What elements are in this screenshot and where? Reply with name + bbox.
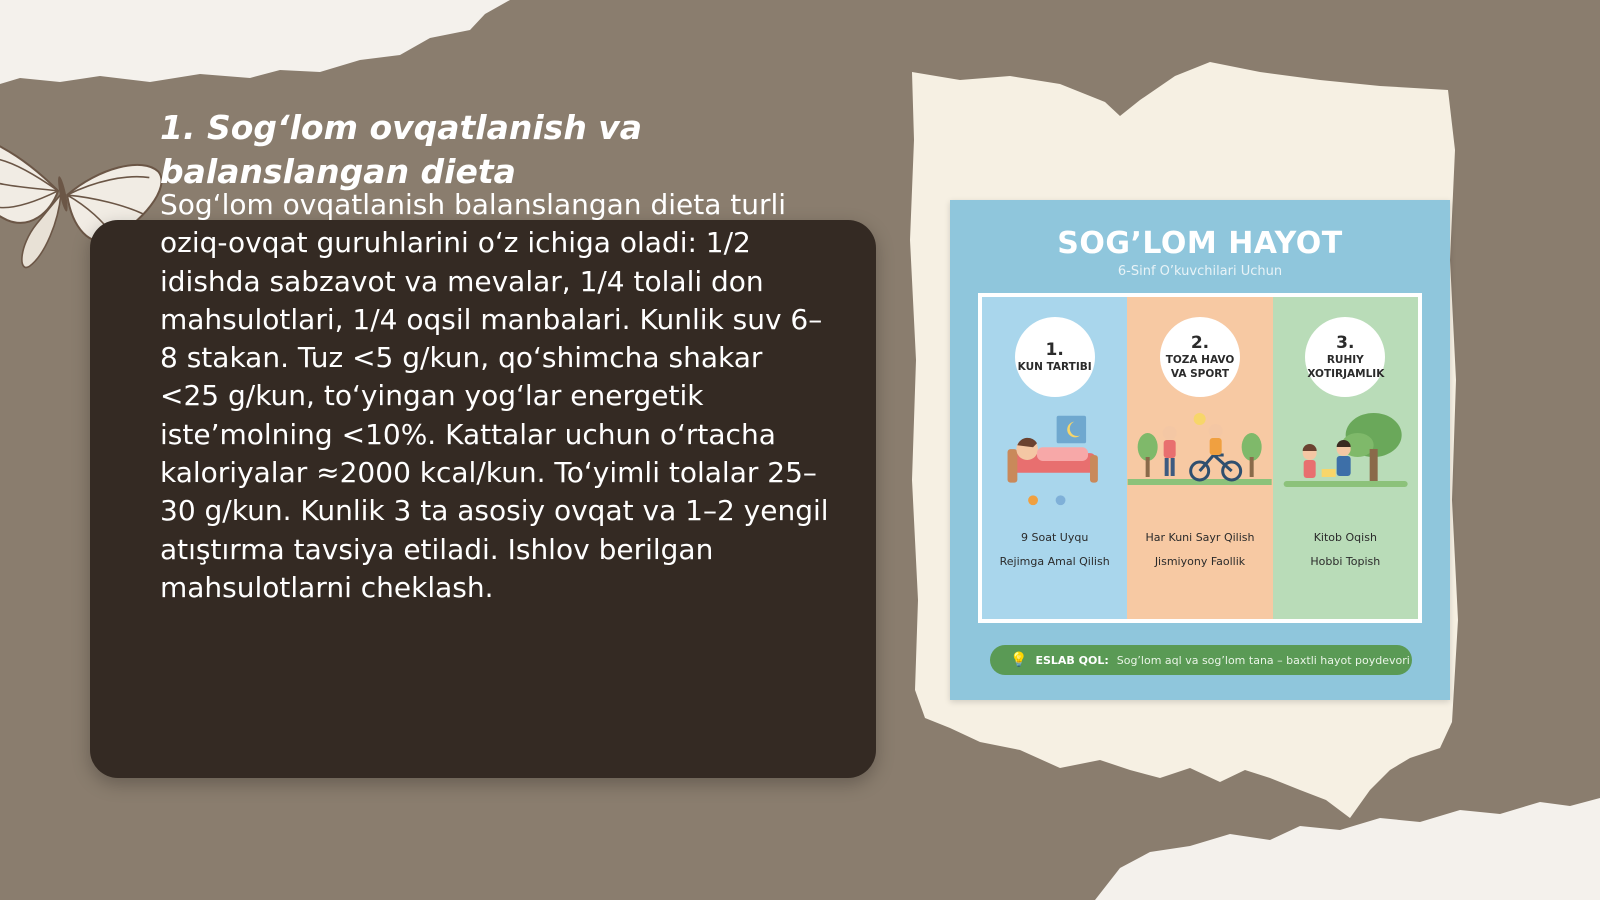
slide-body-text: Sog‘lom ovqatlanish balanslangan dieta turli oziq-ovqat guruhlarini o‘z ichiga oladi: 1/2 idishda sabzavot va mevalar, 1/4 tolali don mahsulotlari, 1/4 oqsil manbalari. Kunlik suv 6–8 stakan. Tuz <5 g/kun, qo‘shimcha shakar <25 g/kun, to‘yingan yog‘lar energetik iste’molning <10%. Kattalar uchun o‘rtacha kaloriyalar ≈2000 kcal/kun. To‘yimli tolalar 25–30 g/kun. Kunlik 3 ta asosiy ovqat va 1–2 yengil atıştırma tavsiya etiladi. Ishlov berilgan mahsulotlarni cheklash. <box>160 188 829 604</box>
remember-tip <box>990 645 1412 675</box>
slide-heading: 1. Sog‘lom ovqatlanish va balanslangan dieta <box>160 108 643 191</box>
poster-title: SOG’LOM HAYOT <box>1057 226 1343 261</box>
tip-label: ESLAB QOL: <box>1035 653 1109 667</box>
column-title: KUN TARTIBI <box>1017 361 1092 373</box>
column-caption: Hobbi Topish <box>1310 555 1381 568</box>
poster-column-3 <box>1273 297 1418 619</box>
torn-paper-top-left <box>0 0 510 84</box>
column-number: 3. <box>1336 333 1355 353</box>
column-caption: 9 Soat Uyqu <box>1021 531 1089 544</box>
column-title: TOZA HAVO VA SPORT <box>1165 354 1235 380</box>
sleeping-child-illustration <box>982 409 1127 509</box>
column-caption: Kitob Oqish <box>1313 531 1377 544</box>
column-number: 1. <box>1045 340 1064 360</box>
bicycle-icon <box>1191 455 1241 480</box>
column-badge <box>1305 317 1385 397</box>
column-badge <box>1015 317 1095 397</box>
poster-column-1 <box>982 297 1127 619</box>
column-number: 2. <box>1190 333 1210 353</box>
column-caption: Rejimga Amal Qilish <box>999 555 1110 568</box>
column-caption: Jismiyony Faollik <box>1154 555 1246 568</box>
poster-columns <box>978 293 1422 623</box>
lightbulb-icon: 💡 <box>1010 652 1028 668</box>
poster-subtitle: 6-Sinf O’kuvchilari Uchun <box>1117 264 1283 279</box>
poster-column-2 <box>1127 297 1272 619</box>
column-caption: Har Kuni Sayr Qilish <box>1145 531 1255 544</box>
column-title: RUHIY XOTIRJAMLIK <box>1307 354 1385 380</box>
reading-children-illustration <box>1273 409 1418 509</box>
column-badge <box>1160 317 1240 397</box>
tip-text: Sog’lom aql va sog’lom tana – baxtli hayot poydevori <box>1116 653 1410 667</box>
healthy-life-poster <box>950 200 1450 700</box>
outdoor-sport-illustration <box>1127 409 1272 509</box>
